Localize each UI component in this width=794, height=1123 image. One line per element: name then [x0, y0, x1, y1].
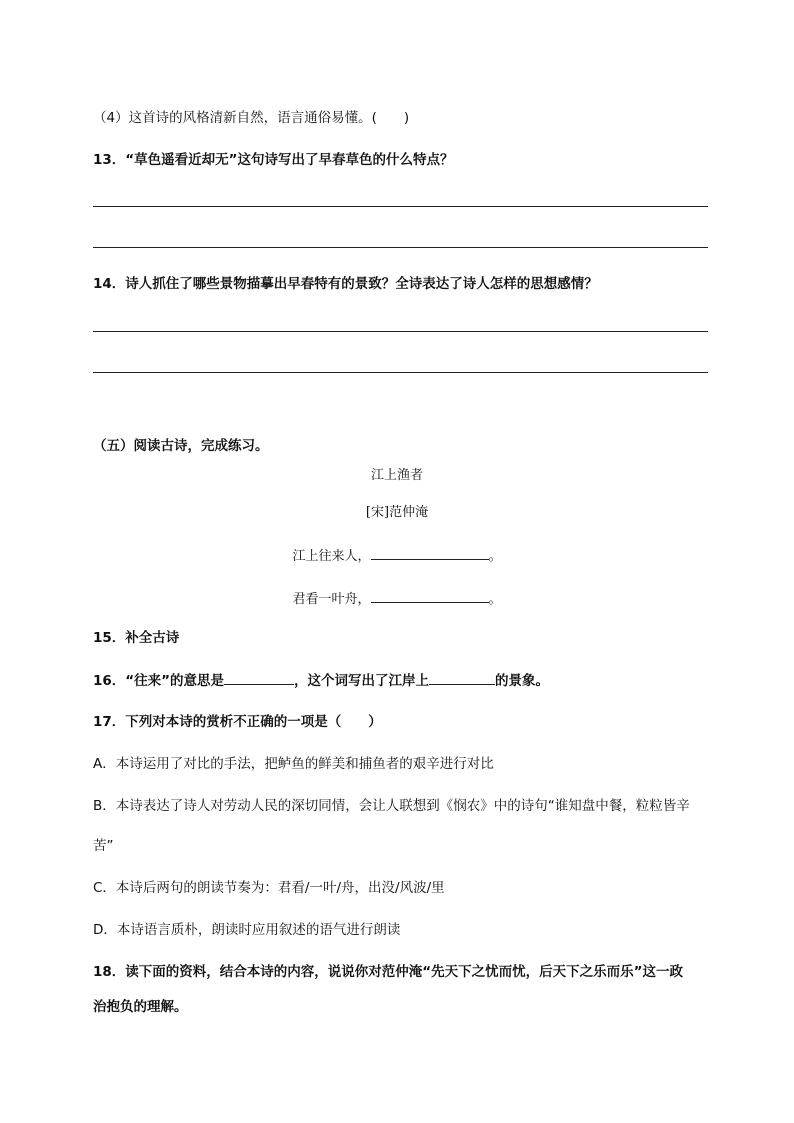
answer-line-13-2[interactable]	[93, 247, 708, 248]
poem-line-1-blank[interactable]	[371, 545, 489, 560]
q17-option-b-line-2: 苦”	[93, 838, 114, 854]
question-18-line-2: 治抱负的理解。	[93, 999, 188, 1015]
question-16	[93, 670, 549, 691]
question-18-line-1: 18．读下面的资料，结合本诗的内容，说说你对范仲淹“先天下之忧而忧，后天下之乐而乐”这一政	[93, 964, 684, 980]
q16-blank-1[interactable]	[224, 670, 294, 685]
question-17: 17．下列对本诗的赏析不正确的一项是（ ）	[93, 714, 382, 730]
poem-line-2	[0, 588, 794, 610]
q17-option-b-line-1[interactable]: B．本诗表达了诗人对劳动人民的深切同情，会让人联想到《悯农》中的诗句“谁知盘中餐，粒粒皆辛	[93, 798, 690, 814]
question-13: 13．“草色遥看近却无”这句诗写出了早春草色的什么特点？	[93, 152, 454, 168]
q17-option-a[interactable]: A．本诗运用了对比的手法，把鲈鱼的鲜美和捕鱼者的艰辛进行对比	[93, 756, 494, 772]
answer-line-14-2[interactable]	[93, 372, 708, 373]
q16-part-3: 的景象。	[495, 673, 550, 689]
q16-part-1: 16．“往来”的意思是	[93, 673, 225, 689]
q17-option-c[interactable]: C．本诗后两句的朗读节奏为：君看/一叶/舟，出没/风波/里	[93, 880, 445, 896]
poem-line-2-text: 君看一叶舟，	[292, 592, 371, 607]
question-15: 15．补全古诗	[93, 630, 180, 646]
poem-line-2-blank[interactable]	[371, 588, 489, 603]
poem-author: [宋]范仲淹	[365, 505, 429, 520]
item-4-answer-paren[interactable]: )	[376, 110, 410, 126]
item-4-text: （4）这首诗的风格清新自然，语言通俗易懂。(	[93, 110, 377, 126]
poem-title: 江上渔者	[370, 468, 423, 483]
section-5-heading: （五）阅读古诗，完成练习。	[93, 438, 269, 454]
poem-line-1	[0, 545, 794, 567]
q16-part-2: ，这个词写出了江岸上	[294, 673, 430, 689]
answer-line-13-1[interactable]	[93, 206, 708, 207]
question-12-item-4	[93, 108, 409, 128]
q16-blank-2[interactable]	[429, 670, 495, 685]
question-14: 14．诗人抓住了哪些景物描摹出早春特有的景致？全诗表达了诗人怎样的思想感情？	[93, 276, 598, 292]
poem-line-1-end: 。	[488, 549, 502, 564]
q17-option-d[interactable]: D．本诗语言质朴，朗读时应用叙述的语气进行朗读	[93, 922, 401, 938]
poem-line-1-text: 江上往来人，	[292, 549, 371, 564]
answer-line-14-1[interactable]	[93, 331, 708, 332]
poem-line-2-end: 。	[488, 592, 502, 607]
